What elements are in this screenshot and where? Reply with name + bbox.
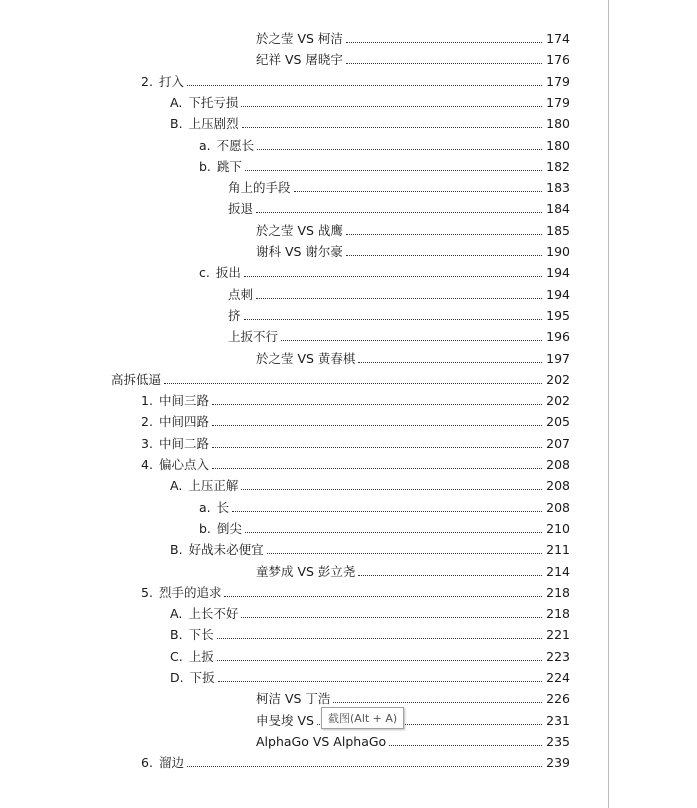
toc-entry-title: 上压正解 <box>188 478 239 494</box>
toc-entry-page: 208 <box>546 478 570 494</box>
toc-entry-title: 扳出 <box>215 265 241 281</box>
toc-dot-leader <box>217 659 542 661</box>
toc-entry-title: 倒尖 <box>216 520 242 536</box>
toc-entry-number: b. <box>199 520 211 536</box>
toc-entry-title: 扳退 <box>228 201 254 217</box>
toc-dot-leader <box>346 233 542 235</box>
toc-entry <box>0 110 570 131</box>
toc-entry-number: a. <box>199 499 211 515</box>
toc-entry-page: 183 <box>546 180 570 196</box>
toc-entry-title: 於之莹 VS 战鹰 <box>256 222 343 238</box>
toc-entry-title: 不愿长 <box>216 137 255 153</box>
toc-entry <box>0 345 570 366</box>
toc-entry-page: 239 <box>546 755 570 771</box>
toc-entry-title: 申旻埈 VS <box>256 712 314 728</box>
toc-dot-leader <box>389 744 542 746</box>
toc-entry <box>0 707 570 728</box>
toc-entry <box>0 366 570 387</box>
toc-entry-page: 190 <box>546 244 570 259</box>
toc-entry <box>0 25 570 46</box>
toc-entry-page: 211 <box>546 542 570 558</box>
toc-entry <box>0 68 570 89</box>
toc-dot-leader <box>244 318 542 320</box>
toc-entry-number: B. <box>170 627 183 643</box>
toc-entry-page: 196 <box>546 329 570 345</box>
toc-entry <box>0 664 570 685</box>
toc-entry-title: 柯洁 VS 丁浩 <box>256 691 331 707</box>
toc-entry <box>0 46 570 67</box>
toc-entry-page: 214 <box>546 563 570 579</box>
toc-entry-page: 179 <box>546 94 570 110</box>
toc-entry-title: 中间二路 <box>158 435 209 451</box>
toc-dot-leader <box>212 446 542 448</box>
toc-entry-title: 中间四路 <box>158 414 209 430</box>
toc-entry <box>0 259 570 280</box>
toc-dot-leader <box>256 211 542 213</box>
toc-entry-page: 221 <box>546 627 570 643</box>
toc-dot-leader <box>257 148 542 150</box>
toc-entry-page: 202 <box>546 393 570 409</box>
toc-entry-page: 174 <box>546 31 570 46</box>
toc-entry-page: 194 <box>546 265 570 281</box>
toc-entry-number: 6. <box>141 755 153 771</box>
toc-entry-number: A. <box>170 478 183 494</box>
toc-dot-leader <box>212 467 542 469</box>
toc-entry-title: 下扳 <box>189 670 215 685</box>
toc-dot-leader <box>267 552 542 554</box>
toc-entry-title: 长 <box>216 499 230 515</box>
toc-entry-title: 打入 <box>158 73 184 89</box>
toc-entry-number: A. <box>170 94 183 110</box>
toc-entry-title: 於之莹 VS 柯洁 <box>256 31 343 46</box>
toc-entry <box>0 728 570 749</box>
toc-entry <box>0 387 570 408</box>
toc-entry-number: 2. <box>141 414 153 430</box>
toc-dot-leader <box>245 169 542 171</box>
toc-entry-page: 184 <box>546 201 570 217</box>
toc-dot-leader <box>294 190 542 192</box>
toc-dot-leader <box>346 62 542 64</box>
toc-entry <box>0 749 570 770</box>
toc-entry-number: 3. <box>141 435 153 451</box>
toc-entry-title: 高拆低逼 <box>111 371 162 387</box>
toc-entry-page: 180 <box>546 116 570 132</box>
toc-entry <box>0 217 570 238</box>
toc-entry <box>0 621 570 642</box>
toc-dot-leader <box>187 765 542 767</box>
toc-entry-page: 195 <box>546 307 570 323</box>
toc-dot-leader <box>212 424 542 426</box>
toc-entry-title: 上扳 <box>188 648 214 664</box>
toc-dot-leader <box>346 41 542 43</box>
toc-entry-page: 202 <box>546 371 570 387</box>
toc-entry <box>0 536 570 557</box>
toc-entry-title: 童梦成 VS 彭立尧 <box>256 563 356 579</box>
toc-entry-page: 223 <box>546 648 570 664</box>
toc-entry <box>0 579 570 600</box>
toc-entry-page: 207 <box>546 435 570 451</box>
toc-entry-page: 224 <box>546 670 570 685</box>
toc-dot-leader <box>187 84 542 86</box>
toc-dot-leader <box>218 680 542 682</box>
toc-dot-leader <box>245 531 542 533</box>
toc-entry-title: 好战未必便宜 <box>188 542 264 558</box>
toc-dot-leader <box>346 254 542 256</box>
toc-entry-page: 185 <box>546 222 570 238</box>
toc-entry-number: C. <box>170 648 183 664</box>
toc-entry <box>0 558 570 579</box>
toc-entry-title: 於之莹 VS 黄春棋 <box>256 350 356 366</box>
toc-dot-leader <box>232 510 542 512</box>
toc-entry-number: b. <box>199 158 211 174</box>
toc-entry-number: D. <box>170 670 184 685</box>
toc-entry-page: 194 <box>546 286 570 302</box>
toc-entry-title: 谢科 VS 谢尔豪 <box>256 244 343 259</box>
toc-entry-title: 下长 <box>188 627 214 643</box>
toc-entry-title: 上长不好 <box>188 606 239 622</box>
toc-entry <box>0 238 570 259</box>
toc-entry-page: 182 <box>546 158 570 174</box>
toc-dot-leader <box>256 297 542 299</box>
toc-entry <box>0 430 570 451</box>
toc-entry-number: 4. <box>141 457 153 472</box>
toc-entry-title: 下托亏损 <box>188 94 239 110</box>
toc-entry <box>0 451 570 472</box>
toc-dot-leader <box>241 488 542 490</box>
toc-entry-title: 溜边 <box>158 755 184 771</box>
toc-dot-leader <box>217 637 542 639</box>
toc-entry <box>0 174 570 195</box>
toc-dot-leader <box>212 403 542 405</box>
toc-entry-page: 218 <box>546 606 570 622</box>
toc-entry-number: 2. <box>141 73 153 89</box>
toc-entry-page: 176 <box>546 52 570 68</box>
toc-entry-page: 197 <box>546 350 570 366</box>
toc-entry <box>0 643 570 664</box>
toc-dot-leader <box>164 382 542 384</box>
toc-entry-title: 纪祥 VS 屠晓宇 <box>256 52 343 68</box>
toc-entry-title: 点刺 <box>228 286 254 302</box>
toc-dot-leader <box>241 105 542 107</box>
toc-entry <box>0 472 570 493</box>
toc-entry-title: 中间三路 <box>158 393 209 409</box>
toc-entry-number: B. <box>170 116 183 132</box>
toc-entry-page: 180 <box>546 137 570 153</box>
toc-entry <box>0 132 570 153</box>
toc-entry-page: 179 <box>546 73 570 89</box>
toc-entry-title: 烈手的追求 <box>158 584 222 600</box>
toc-entry <box>0 408 570 429</box>
toc-entry-title: 角上的手段 <box>228 180 291 196</box>
toc-dot-leader <box>358 574 542 576</box>
toc-entry-title: 上压剧烈 <box>188 116 239 132</box>
toc-entry-title: 上扳不行 <box>228 329 279 345</box>
toc-entry <box>0 195 570 216</box>
toc-entry <box>0 153 570 174</box>
toc-entry-number: A. <box>170 606 183 622</box>
toc-entry-number: 5. <box>141 584 153 600</box>
toc-entry-page: 205 <box>546 414 570 430</box>
toc-entry <box>0 302 570 323</box>
toc-dot-leader <box>244 275 542 277</box>
toc-entry-page: 208 <box>546 457 570 472</box>
toc-entry <box>0 89 570 110</box>
toc-entry-page: 210 <box>546 520 570 536</box>
toc-entry <box>0 323 570 344</box>
toc-entry-title: AlphaGo VS AlphaGo <box>256 733 387 749</box>
toc-dot-leader <box>241 616 542 618</box>
toc-dot-leader <box>224 595 542 597</box>
toc-entry <box>0 515 570 536</box>
toc-entry-title: 偏心点入 <box>158 457 209 472</box>
toc-entry <box>0 685 570 706</box>
toc-entry-number: a. <box>199 137 211 153</box>
toc-entry-title: 挤 <box>228 307 241 323</box>
toc-entry-page: 208 <box>546 499 570 515</box>
toc-entry-page: 226 <box>546 691 570 707</box>
toc-entry <box>0 600 570 621</box>
toc-entry <box>0 281 570 302</box>
toc-entry-page: 218 <box>546 584 570 600</box>
toc-entry <box>0 494 570 515</box>
toc-entry-title: 跳下 <box>216 158 242 174</box>
toc-dot-leader <box>358 361 542 363</box>
toc-entry-page: 231 <box>546 712 570 728</box>
toc-dot-leader <box>281 339 542 341</box>
right-margin <box>609 0 697 808</box>
toc-entry-number: B. <box>170 542 183 558</box>
toc-dot-leader <box>333 701 542 703</box>
toc-dot-leader <box>242 126 542 128</box>
toc-entry-number: c. <box>199 265 210 281</box>
toc-entry-page: 235 <box>546 733 570 749</box>
toc-entry-number: 1. <box>141 393 153 409</box>
screenshot-tooltip: 截图(Alt + A) <box>321 707 404 729</box>
